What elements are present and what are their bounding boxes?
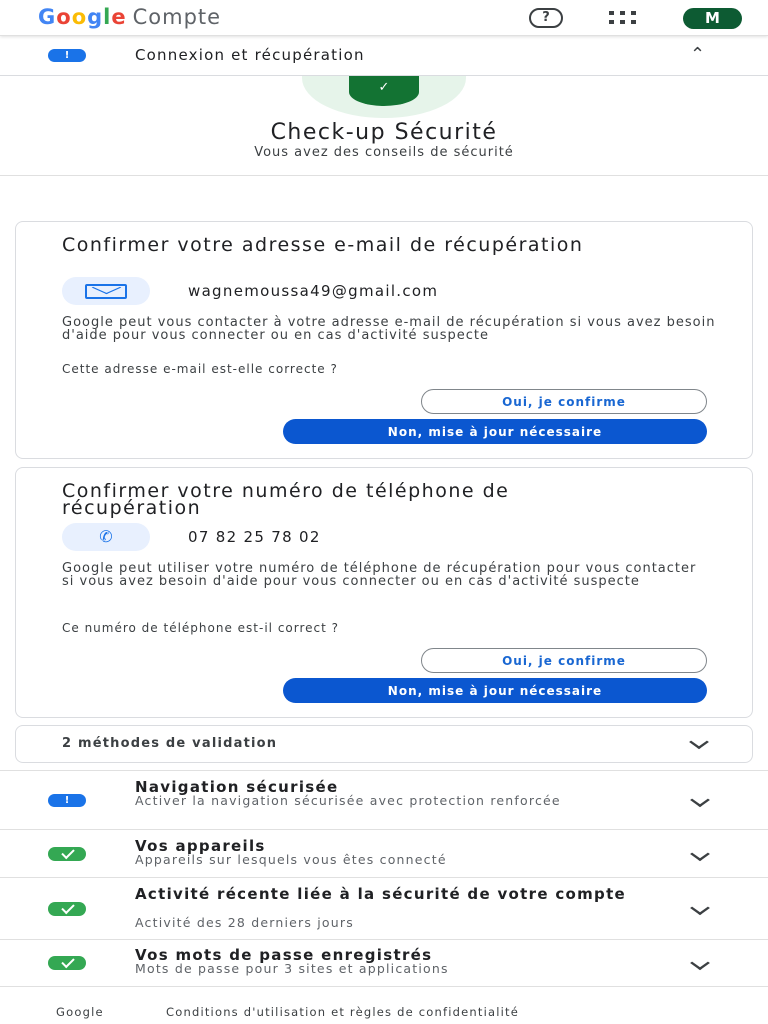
check-circle-icon bbox=[48, 956, 86, 970]
recovery-email-card bbox=[15, 221, 753, 459]
row-title: Activité récente liée à la sécurité de votre compte bbox=[135, 885, 627, 903]
divider bbox=[0, 175, 768, 176]
check-circle-icon bbox=[48, 902, 86, 916]
update-button[interactable]: Non, mise à jour nécessaire bbox=[283, 419, 707, 444]
logo-letter: l bbox=[103, 5, 112, 29]
phone-icon: ✆ bbox=[99, 527, 113, 546]
chevron-down-icon[interactable] bbox=[690, 852, 710, 862]
confirm-button[interactable]: Oui, je confirme bbox=[421, 648, 707, 673]
chevron-down-icon[interactable] bbox=[690, 906, 710, 916]
section-header[interactable] bbox=[0, 36, 768, 76]
chevron-down-icon[interactable] bbox=[690, 961, 710, 971]
page-subtitle: Vous avez des conseils de sécurité bbox=[254, 145, 514, 160]
recovery-phone-value: 07 82 25 78 02 bbox=[188, 528, 321, 546]
card-question: Cette adresse e-mail est-elle correcte ? bbox=[62, 362, 338, 376]
help-circle-icon[interactable]: ? bbox=[529, 8, 563, 28]
recovery-email-value: wagnemoussa49@gmail.com bbox=[188, 282, 439, 300]
top-app-bar bbox=[0, 0, 768, 36]
logo-letter: o bbox=[56, 5, 72, 29]
chevron-down-icon[interactable] bbox=[690, 798, 710, 808]
section-title: Connexion et récupération bbox=[135, 46, 365, 64]
update-button[interactable]: Non, mise à jour nécessaire bbox=[283, 678, 707, 703]
confirm-button[interactable]: Oui, je confirme bbox=[421, 389, 707, 414]
terms-link[interactable]: Conditions d'utilisation et règles de confidentialité bbox=[166, 1005, 520, 1019]
row-title: Navigation sécurisée bbox=[135, 778, 339, 796]
icon-container bbox=[62, 277, 150, 305]
chevron-up-icon[interactable]: ⌃ bbox=[690, 44, 706, 65]
google-wordmark bbox=[38, 5, 127, 29]
row-title: Vos appareils bbox=[135, 837, 266, 855]
alert-icon: ! bbox=[48, 794, 86, 807]
check-circle-icon bbox=[48, 847, 86, 861]
mail-icon bbox=[85, 284, 127, 299]
footer-brand[interactable]: Google bbox=[56, 1005, 104, 1019]
icon-container bbox=[62, 523, 150, 551]
list-item-saved-passwords[interactable] bbox=[0, 939, 768, 986]
card-description: Google peut vous contacter à votre adresse e-mail de récupération si vous avez besoin d'aide pour vous connecter ou en cas d'activité suspecte bbox=[62, 315, 716, 343]
google-account-logo[interactable] bbox=[38, 5, 221, 29]
row-title: Vos mots de passe enregistrés bbox=[135, 946, 433, 964]
row-subtitle: Activité des 28 derniers jours bbox=[135, 915, 354, 930]
alert-icon: ! bbox=[48, 49, 86, 62]
row-subtitle: Appareils sur lesquels vous êtes connecté bbox=[135, 852, 447, 867]
product-name: Compte bbox=[132, 5, 222, 29]
list-item-recent-activity[interactable] bbox=[0, 877, 768, 939]
card-title: Confirmer votre numéro de téléphone de récupération bbox=[62, 480, 510, 519]
card-title: Confirmer votre adresse e-mail de récupération bbox=[62, 234, 584, 256]
page-title: Check-up Sécurité bbox=[270, 120, 498, 145]
card-description: Google peut utiliser votre numéro de téléphone de récupération pour vous contacter si vous avez besoin d'aide pour vous connecter ou en cas d'activité suspecte bbox=[62, 561, 697, 589]
footer bbox=[0, 986, 768, 1024]
apps-grid-icon[interactable] bbox=[609, 11, 637, 25]
card-question: Ce numéro de téléphone est-il correct ? bbox=[62, 621, 340, 635]
logo-letter: g bbox=[87, 5, 104, 29]
list-item-devices[interactable] bbox=[0, 829, 768, 877]
row-subtitle: Mots de passe pour 3 sites et applications bbox=[135, 961, 449, 976]
chevron-down-icon[interactable] bbox=[689, 740, 709, 750]
validation-methods-card[interactable] bbox=[15, 725, 753, 763]
shield-check-icon: ✓ bbox=[349, 74, 419, 106]
logo-letter: G bbox=[38, 5, 57, 29]
recovery-phone-card bbox=[15, 467, 753, 718]
logo-letter: e bbox=[111, 5, 127, 29]
avatar[interactable]: M bbox=[683, 8, 742, 29]
validation-methods-label: 2 méthodes de validation bbox=[62, 736, 278, 751]
list-item-safe-browsing[interactable] bbox=[0, 770, 768, 829]
logo-letter: o bbox=[71, 5, 88, 29]
row-subtitle: Activer la navigation sécurisée avec protection renforcée bbox=[135, 793, 561, 808]
